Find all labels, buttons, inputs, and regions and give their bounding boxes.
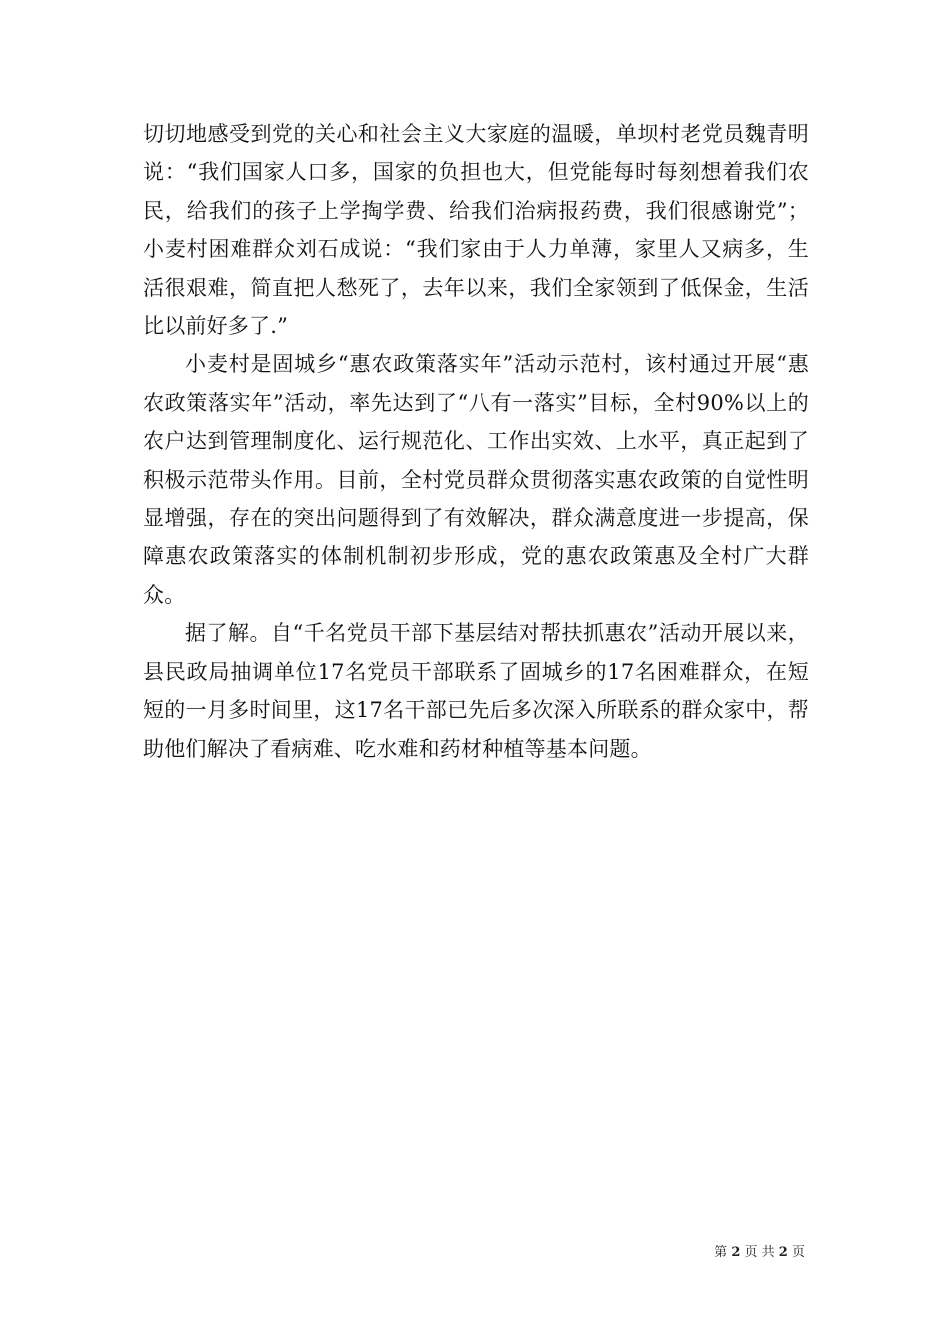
page-footer — [714, 1244, 805, 1262]
paragraph-1: 切切地感受到党的关心和社会主义大家庭的温暖，单坝村老党员魏青明说：“我们国家人口多，国家的负担也大，但党能每时每刻想着我们农民，给我们的孩子上学掏学费、给我们治病报药费，我们很感谢党”；小麦村困难群众刘石成说：“我们家由于人力单薄，家里人又病多，生活很艰难，简直把人愁死了，去年以来，我们全家领到了低保金，生活比以前好多了.” — [143, 122, 809, 339]
footer-current-page: 2 — [731, 1245, 741, 1260]
footer-suffix: 页 — [791, 1245, 805, 1260]
paragraph-2: 小麦村是固城乡“惠农政策落实年”活动示范村，该村通过开展“惠农政策落实年”活动，率先达到了“八有一落实”目标，全村90%以上的农户达到管理制度化、运行规范化、工作出实效、上水平，真正起到了积极示范带头作用。目前，全村党员群众贯彻落实惠农政策的自觉性明显增强，存在的突出问题得到了有效解决，群众满意度进一步提高，保障惠农政策落实的体制机制初步形成，党的惠农政策惠及全村广大群众。 — [143, 352, 809, 607]
footer-total-pages: 2 — [778, 1245, 788, 1260]
footer-middle: 页 共 — [744, 1245, 775, 1260]
paragraph-3: 据了解。自“千名党员干部下基层结对帮扶抓惠农”活动开展以来，县民政局抽调单位17名党员干部联系了固城乡的17名困难群众，在短短的一月多时间里，这17名干部已先后多次深入所联系的群众家中，帮助他们解决了看病难、吃水难和药材种植等基本问题。 — [143, 621, 809, 761]
body-text — [143, 115, 809, 768]
footer-prefix: 第 — [714, 1245, 728, 1260]
